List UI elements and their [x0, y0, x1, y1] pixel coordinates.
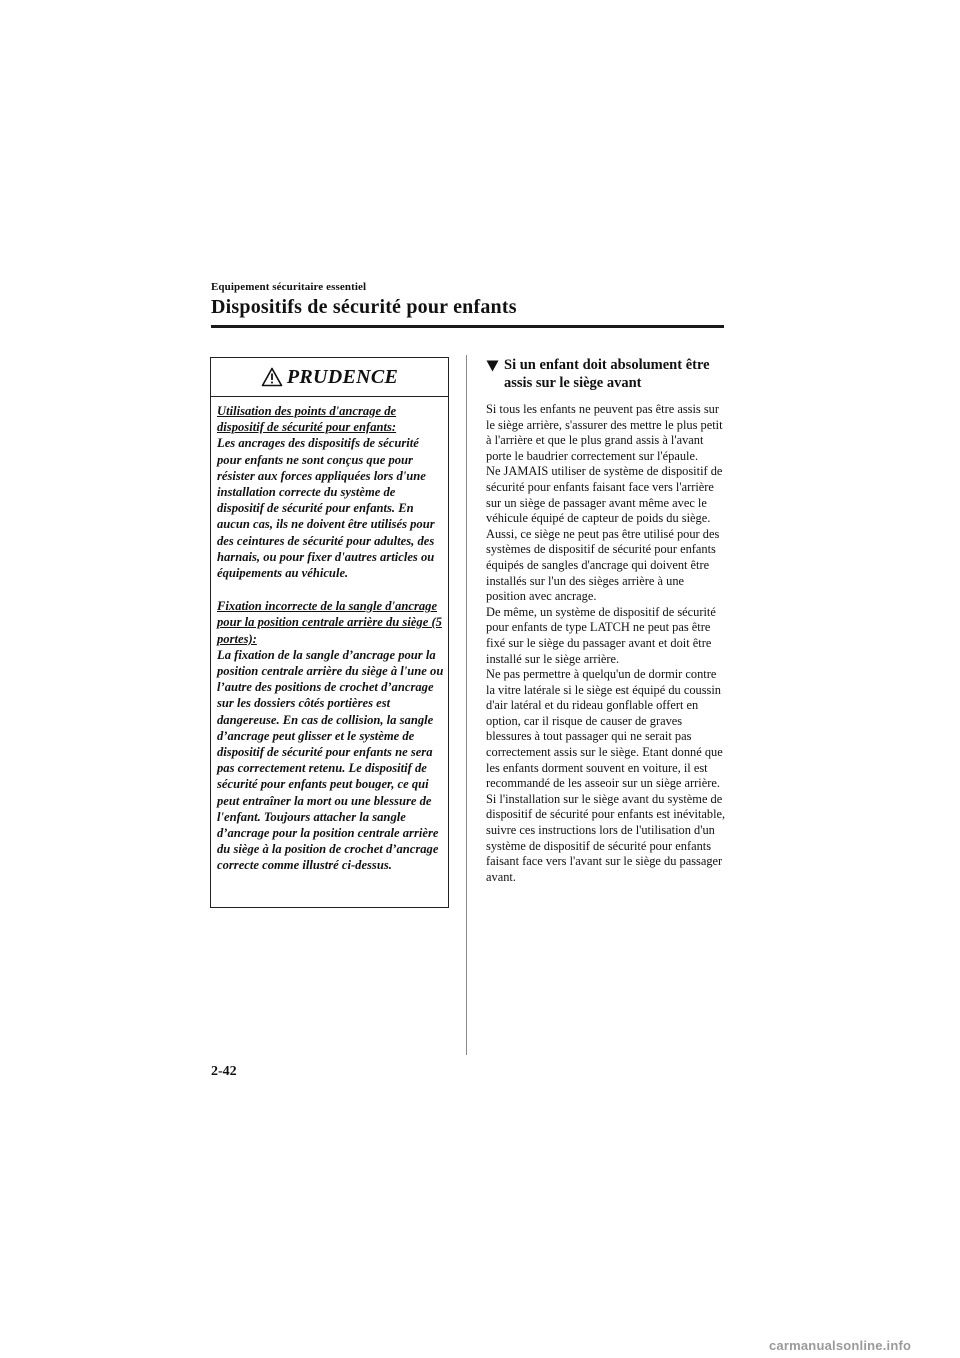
section-paragraph: Aussi, ce siège ne peut pas être utilisé pour des systèmes de dispositif de sécurité pour enfants équipés de sangles d'ancrage qui doivent être installés sur l'un des sièges arrière à une position avec ancrage. — [486, 526, 720, 604]
caution-heading-1: Utilisation des points d'ancrage de dispositif de sécurité pour enfants: — [217, 404, 397, 435]
caution-header — [211, 358, 448, 397]
caution-box — [210, 357, 449, 908]
caution-heading-2: Fixation incorrecte de la sangle d'ancrage pour la position centrale arrière du siège (5 portes): — [217, 599, 442, 646]
triangle-bullet-icon — [486, 359, 499, 377]
caution-title: PRUDENCE — [286, 365, 399, 388]
caution-text-1: Les ancrages des dispositifs de sécurité pour enfants ne sont conçus que pour résister aux forces appliquées lors d'une installation correcte du système de dispositif de sécurité pour enfants. En aucun cas, ils ne doivent être utilisés pour des ceintures de sécurité pour adultes, des harnais, ou pour fixer d'autres articles ou équipements au véhicule. — [217, 436, 435, 581]
section-paragraph: Si tous les enfants ne peuvent pas être assis sur le siège arrière, s'assurer des mettre le plus petit à l'arrière et que le plus grand assis à l'avant porte le baudrier correctement sur l'épaule. — [486, 402, 723, 463]
header-rule — [211, 325, 724, 328]
section-heading — [486, 356, 726, 392]
page-title: Dispositifs de sécurité pour enfants — [211, 296, 517, 318]
column-divider — [466, 355, 467, 1055]
caution-body — [211, 397, 448, 874]
section-paragraph: Ne JAMAIS utiliser de système de dispositif de sécurité pour enfants faisant face vers l'arrière sur un siège de passager avant même avec le véhicule équipé de capteur de poids du siège. — [486, 464, 723, 526]
section-paragraph: Ne pas permettre à quelqu'un de dormir contre la vitre latérale si le siège est équipé du coussin d'air latéral et du rideau gonflable offert en option, car il risque de causer de graves blessures à tout passager qui ne serait pas correctement assis sur le siège. Etant donné que les enfants dorment souvent en voiture, il est recommandé de les asseoir sur un siège arrière. Si l'installation sur le siège avant du système de dispositif de sécurité pour enfants est inévitable, suivre ces instructions lors de l'utilisation d'un système de dispositif de sécurité pour enfants faisant face vers l'avant sur le siège du passager avant. — [486, 667, 726, 884]
section-paragraph: De même, un système de dispositif de sécurité pour enfants de type LATCH ne peut pas être fixé sur le siège du passager avant et doit être installé sur le siège arrière. — [486, 604, 716, 666]
section-body — [486, 402, 726, 885]
page-number: 2-42 — [211, 1064, 237, 1079]
paragraph-gap — [217, 581, 444, 598]
caution-text-2: La fixation de la sangle d’ancrage pour la position centrale arrière du siège à l'une ou l’autre des positions de crochet d’ancrage sur les dossiers côtés portières est dangereuse. En cas de collision, la sangle d’ancrage peut glisser et le système de dispositif de sécurité pour enfants ne sera pas correctement retenu. Le dispositif de sécurité pour enfants peut bouger, ce qui peut entraîner la mort ou une blessure de l'enfant. Toujours attacher la sangle d’ancrage pour la position centrale arrière du siège à la position de crochet d’ancrage correcte comme illustré ci-dessus. — [217, 647, 444, 873]
section-title: Si un enfant doit absolument être assis sur le siège avant — [504, 357, 710, 391]
warning-triangle-icon — [261, 367, 283, 387]
section-label: Equipement sécuritaire essentiel — [211, 281, 367, 293]
watermark: carmanualsonline.info — [769, 1338, 912, 1353]
